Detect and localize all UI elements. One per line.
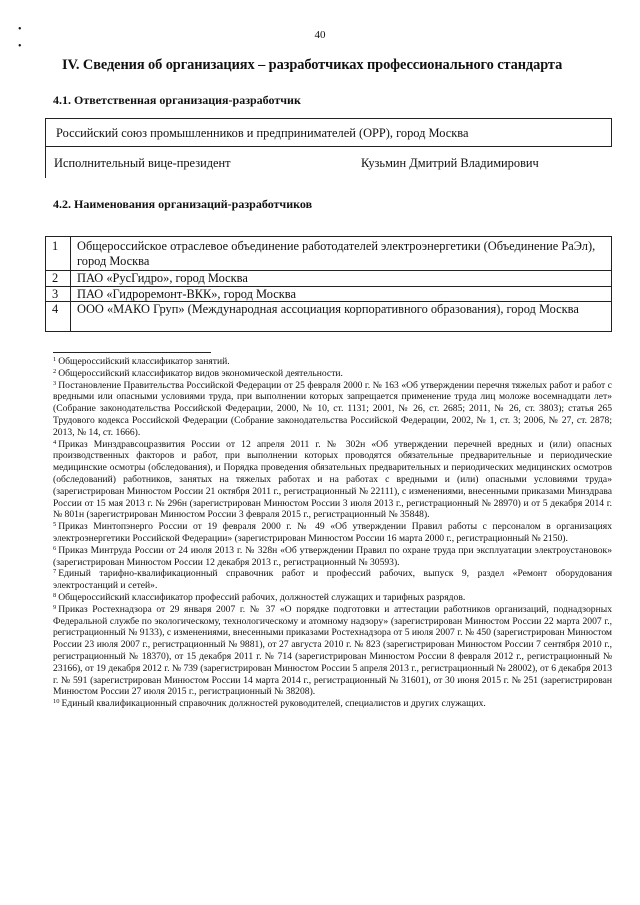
section-title: IV. Сведения об организациях – разработчиках профессионального стандарта xyxy=(62,57,563,73)
footnote-marker: 6 xyxy=(53,544,57,552)
table-row xyxy=(46,271,612,287)
developers-table xyxy=(45,236,612,332)
footnote-text: Общероссийский классификатор видов экономической деятельности. xyxy=(58,367,343,379)
footnote-text: Приказ Минтруда России от 24 июля 2013 г. № 328н «Об утверждении Правил по охране труда при эксплуатации электроустановок» (зарегистрирован Минюстом России 12 декабря 2013 г., регистрационный № 30593). xyxy=(53,544,612,568)
table-row xyxy=(46,302,612,332)
footnote xyxy=(53,521,612,545)
footnotes xyxy=(53,356,612,710)
footnote-text: Единый квалификационный справочник должностей руководителей, специалистов и других служащих. xyxy=(61,698,486,710)
responsible-organization: Российский союз промышленников и предпринимателей (ОРР), город Москва xyxy=(56,126,469,140)
table-row xyxy=(46,237,612,271)
responsible-heading: 4.1. Ответственная организация-разработчик xyxy=(53,93,301,107)
footnote-divider xyxy=(53,352,211,353)
footnote-marker: 7 xyxy=(53,568,57,576)
row-number: 1 xyxy=(46,237,71,271)
footnote-text: Постановление Правительства Российской Федерации от 25 февраля 2000 г. № 163 «Об утверждении перечня тяжелых работ и работ с вредными или опасными условиями труда, при выполнении которых запрещается применение труда лиц моложе восемнадцати лет» (Собрание законодательства Российской Федерации, 2000, № 10, ст. 1131; 2001, № 26, ст. 2685; 2011, № 26, ст. 3803); статья 265 Трудового кодекса Российской Федерации (Собрание законодательства Российской Федерации, 2002, № 1, ст. 3; 2006, № 27, ст. 2878; 2013, № 14, ст. 1666). xyxy=(53,379,612,438)
page-number: 40 xyxy=(314,29,326,41)
row-number: 2 xyxy=(46,271,71,287)
developers-heading: 4.2. Наименования организаций-разработчиков xyxy=(53,197,313,211)
footnote-text: Приказ Ростехнадзора от 29 января 2007 г. № 37 «О порядке подготовки и аттестации работников организаций, поднадзорных Федеральной службе по экологическому, технологическому и атомному надзору» (зарегистрирован Минюстом России 22 марта 2007 г., регистрационный № 9133), с изменениями, внесенными приказами Ростехнадзора от 5 июля 2007 г. № 450 (зарегистрирован Минюстом России 23 июля 2007 г., регистрационный № 9881), от 27 августа 2010 г. № 823 (зарегистрирован Минюстом России 7 сентября 2010 г., регистрационный № 18370), от 15 декабря 2011 г. № 714 (зарегистрирован Минюстом России 8 февраля 2012 г., регистрационный № 23166), от 19 декабря 2012 г. № 739 (зарегистрирован Минюстом России 5 апреля 2013 г., регистрационный № 28002), от 6 декабря 2013 г. № 591 (зарегистрирован Минюстом России 14 марта 2014 г., регистрационный № 31601), от 30 июня 2015 г. № 251 (зарегистрирован Минюстом России 27 июля 2015 г., регистрационный № 38208). xyxy=(53,603,612,698)
footnote-marker: 8 xyxy=(53,591,57,599)
footnote-text: Приказ Минтопэнерго России от 19 февраля 2000 г. № 49 «Об утверждении Правил работы с персоналом в организациях электроэнергетики Российской Федерации» (зарегистрирован Минюстом России 16 марта 2000 г., регистрационный № 2150). xyxy=(53,521,612,544)
footnote-text: Приказ Минздравсоцразвития России от 12 апреля 2011 г. № 302н «Об утверждении перечней вредных и (или) опасных производственных факторов и работ, при выполнении которых проводятся обязательные предварительные и периодические медицинские осмотры (обследования), и Порядка проведения обязательных предварительных и периодических медицинских осмотров (обследований) работников, занятых на тяжелых работах и на работах с вредными и (или) опасными условиями труда» (зарегистрирован Минюстом России 21 октября 2011 г., регистрационный № 22111), с изменениями, внесенными приказами Минздрава России от 15 мая 2013 г. № 296н (зарегистрирован Минюстом России 3 июля 2013 г., регистрационный № 28970) и от 5 декабря 2014 г. № 801н (зарегистрирован Минюстом России 3 февраля 2015 г., регистрационный № 35848). xyxy=(53,438,612,521)
footnote-marker: 3 xyxy=(53,379,57,387)
footnote-marker: 2 xyxy=(53,367,57,375)
organization-name: ООО «МАКО Груп» (Международная ассоциация корпоративного образования), город Москва xyxy=(71,302,612,332)
footnote-text: Единый тарифно-квалификационный справочник работ и профессий рабочих, выпуск 9, раздел «Ремонт оборудования электростанций и сетей». xyxy=(53,568,612,592)
responsible-name: Кузьмин Дмитрий Владимирович xyxy=(361,156,539,170)
organization-name: ПАО «Гидроремонт-ВКК», город Москва xyxy=(71,286,612,302)
organization-name: ПАО «РусГидро», город Москва xyxy=(71,271,612,287)
footnote xyxy=(53,356,612,368)
table-row xyxy=(46,286,612,302)
footnote-marker: 4 xyxy=(53,438,57,446)
footnote xyxy=(53,698,612,710)
footnote-marker: 9 xyxy=(53,603,57,611)
footnote-marker: 10 xyxy=(53,698,60,706)
organization-name: Общероссийское отраслевое объединение работодателей электроэнергетики (Объединение РаЭл), город Москва xyxy=(71,237,612,271)
footnote xyxy=(53,380,612,439)
responsible-organization-box xyxy=(45,118,612,146)
footnote-text: Общероссийский классификатор профессий рабочих, должностей служащих и тарифных разрядов. xyxy=(58,591,466,603)
footnote xyxy=(53,545,612,569)
footnote xyxy=(53,368,612,380)
margin-mark: • xyxy=(18,41,22,52)
footnote-marker: 5 xyxy=(53,521,57,529)
footnote-text: Общероссийский классификатор занятий. xyxy=(58,356,230,367)
footnote-marker: 1 xyxy=(53,356,57,363)
row-number: 3 xyxy=(46,286,71,302)
footnote xyxy=(53,568,612,592)
footnote xyxy=(53,592,612,604)
responsible-position: Исполнительный вице-президент xyxy=(54,156,231,170)
footnote xyxy=(53,439,612,522)
row-number: 4 xyxy=(46,302,71,332)
responsible-person-box xyxy=(45,146,612,178)
footnote xyxy=(53,604,612,698)
margin-mark: • xyxy=(18,24,22,35)
